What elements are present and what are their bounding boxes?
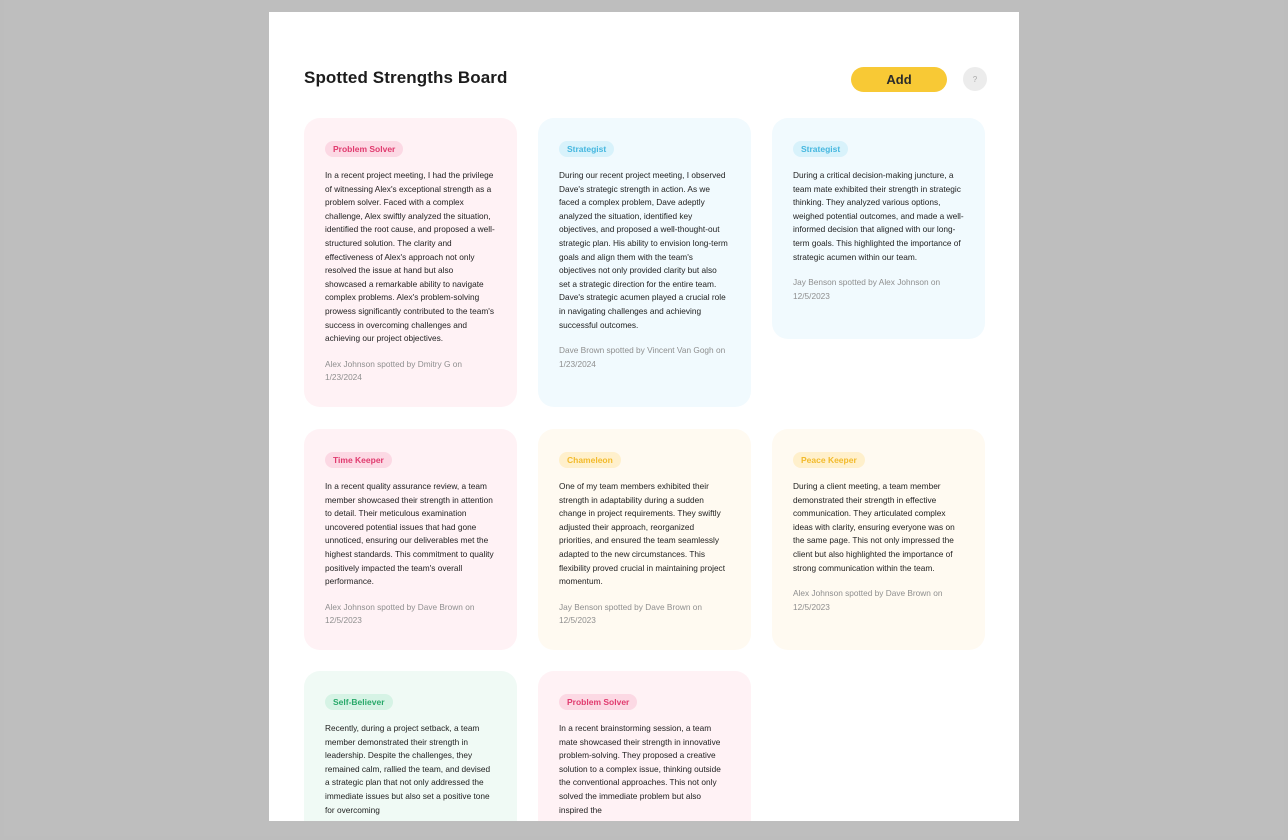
strength-card[interactable] (772, 429, 985, 650)
add-button[interactable]: Add (851, 67, 947, 92)
strength-tag: Problem Solver (559, 694, 637, 710)
strength-card[interactable] (538, 671, 751, 821)
strength-card[interactable] (304, 118, 517, 407)
strength-tag: Strategist (559, 141, 614, 157)
strength-card[interactable] (304, 429, 517, 650)
strength-card[interactable] (304, 671, 517, 821)
card-meta: Alex Johnson spotted by Dave Brown on 12/5/2023 (325, 601, 475, 626)
strength-tag: Peace Keeper (793, 452, 865, 468)
strength-card[interactable] (772, 118, 985, 339)
strength-tag: Time Keeper (325, 452, 392, 468)
strength-card[interactable] (538, 429, 751, 650)
card-body: In a recent brainstorming session, a team mate showcased their strength in innovative problem-solving. They proposed a creative solution to a complex issue, thinking outside the conventional approaches. This not only solved the immediate problem but also inspired the (559, 723, 721, 815)
card-body: Recently, during a project setback, a team member demonstrated their strength in leadership. Despite the challenges, they remained calm, rallied the team, and devised a strategic plan that not only addressed the immediate issues but also set a positive tone for overcoming (325, 723, 491, 815)
page-title: Spotted Strengths Board (304, 68, 508, 87)
card-body: In a recent project meeting, I had the privilege of witnessing Alex's exceptional strength as a problem solver. Faced with a complex challenge, Alex swiftly analyzed the situation, identified the root cause, and proposed a well-structured solution. The clarity and effectiveness of Alex's approach not only resolved the issue at hand but also showcased a remarkable ability to navigate complex problems. Alex's problem-solving prowess significantly contributed to the team's success in overcoming challenges and achieving our project objectives. (325, 170, 495, 344)
card-body: One of my team members exhibited their strength in adaptability during a sudden change in project requirements. They swiftly adjusted their approach, reorganized priorities, and ensured the team seamlessly adapted to the new circumstances. This flexibility proved crucial in maintaining project momentum. (559, 481, 726, 587)
card-meta: Alex Johnson spotted by Dmitry G on 1/23/2024 (325, 358, 462, 383)
strength-tag: Self-Believer (325, 694, 393, 710)
card-meta: Jay Benson spotted by Alex Johnson on 12/5/2023 (793, 277, 941, 301)
strength-tag: Chameleon (559, 452, 621, 468)
strength-tag: Problem Solver (325, 141, 403, 157)
card-body: During a critical decision-making juncture, a team mate exhibited their strength in strategic thinking. They analyzed various options, weighed potential outcomes, and made a well-informed decision that aligned with our long-term goals. This highlighted the importance of strategic acumen within our team. (793, 170, 964, 262)
card-body: During our recent project meeting, I observed Dave's strategic strength in action. As we faced a complex problem, Dave adeptly analyzed the situation, identified key objectives, and proposed a well-thought-out strategic plan. His ability to envision long-term goals and align them with the team's objectives not only provided clarity but also set a strategic direction for the entire team. Dave's strategic acumen played a crucial role in navigating challenges and achieving successful outcomes. (559, 170, 728, 330)
card-meta: Dave Brown spotted by Vincent Van Gogh on 1/23/2024 (559, 345, 726, 369)
strength-tag: Strategist (793, 141, 848, 157)
strength-card[interactable] (538, 118, 751, 407)
help-icon[interactable]: ? (963, 67, 987, 91)
card-body: In a recent quality assurance review, a team member showcased their strength in attention to detail. Their meticulous examination uncovered potential issues that had gone unnoticed, ensuring our deliverables met the highest standards. This commitment to quality positively impacted the team's overall performance. (325, 481, 494, 587)
card-body: During a client meeting, a team member demonstrated their strength in effective communication. They articulated complex ideas with clarity, ensuring everyone was on the same page. This not only impressed the client but also highlighted the importance of strong communication within the team. (793, 481, 955, 573)
board-panel (269, 12, 1019, 821)
card-meta: Alex Johnson spotted by Dave Brown on 12/5/2023 (793, 588, 943, 612)
card-meta: Jay Benson spotted by Dave Brown on 12/5/2023 (559, 601, 702, 626)
screen-frame (4, 0, 1284, 836)
